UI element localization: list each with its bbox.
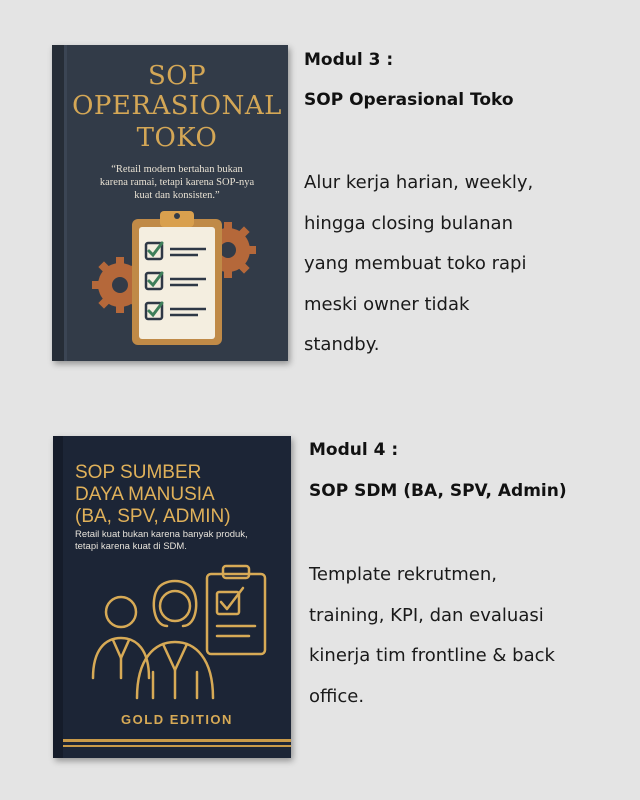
book-edition-label: GOLD EDITION: [121, 712, 233, 727]
module-3-description-line-5: standby.: [304, 334, 380, 355]
book-spine: [53, 436, 63, 758]
module-3-description-line-1: Alur kerja harian, weekly,: [304, 172, 534, 193]
module-3-heading: Modul 3 :: [304, 50, 394, 70]
module-4-description-line-4: office.: [309, 685, 365, 707]
book-quote-line-1: “Retail modern bertahan bukan: [111, 164, 243, 175]
book-subtitle: [75, 529, 285, 553]
module-3-title: SOP Operasional Toko: [304, 90, 514, 110]
module-4-description-line-1: Template rekrutmen,: [309, 564, 497, 585]
module-3-description-line-2: hingga closing bulanan: [304, 212, 513, 234]
module-3-description-line-4: meski owner tidak: [304, 293, 470, 315]
book-quote: [82, 163, 272, 202]
book-title-line-2: DAYA MANUSIA: [75, 484, 215, 505]
module-4-heading: Modul 4 :: [309, 440, 399, 460]
module-4-description-line-2: training, KPI, dan evaluasi: [309, 604, 544, 626]
book-quote-line-3: kuat dan konsisten.”: [134, 190, 220, 201]
module-3-description-line-3: yang membuat toko rapi: [304, 253, 527, 274]
module-4-description-line-3: kinerja tim frontline & back: [309, 645, 555, 666]
book-quote-line-2: karena ramai, tetapi karena SOP-nya: [99, 177, 255, 188]
module-4-description: [309, 555, 555, 717]
book-title-line-3: TOKO: [136, 123, 218, 153]
book-gold-line: [63, 739, 291, 742]
book-title-line-2: OPERASIONAL: [72, 91, 282, 121]
book-subtitle-line-1: Retail kuat bukan karena banyak produk,: [75, 529, 248, 540]
module-3-description: [304, 163, 533, 366]
clipboard-checklist-gears-icon: [90, 205, 260, 350]
book-cover-sop-sdm: [53, 436, 291, 758]
book-gold-line-thin: [63, 745, 291, 747]
book-title-line-3: (BA, SPV, ADMIN): [75, 506, 231, 527]
book-spine: [52, 45, 64, 361]
people-clipboard-icon: [83, 560, 283, 700]
book-subtitle-line-2: tetapi karena kuat di SDM.: [75, 541, 187, 552]
book-cover-sop-operasional-toko: [52, 45, 288, 361]
module-4-title: SOP SDM (BA, SPV, Admin): [309, 481, 567, 501]
book-title-line-1: SOP SUMBER: [75, 462, 202, 483]
book-title-line-1: SOP: [147, 61, 207, 91]
